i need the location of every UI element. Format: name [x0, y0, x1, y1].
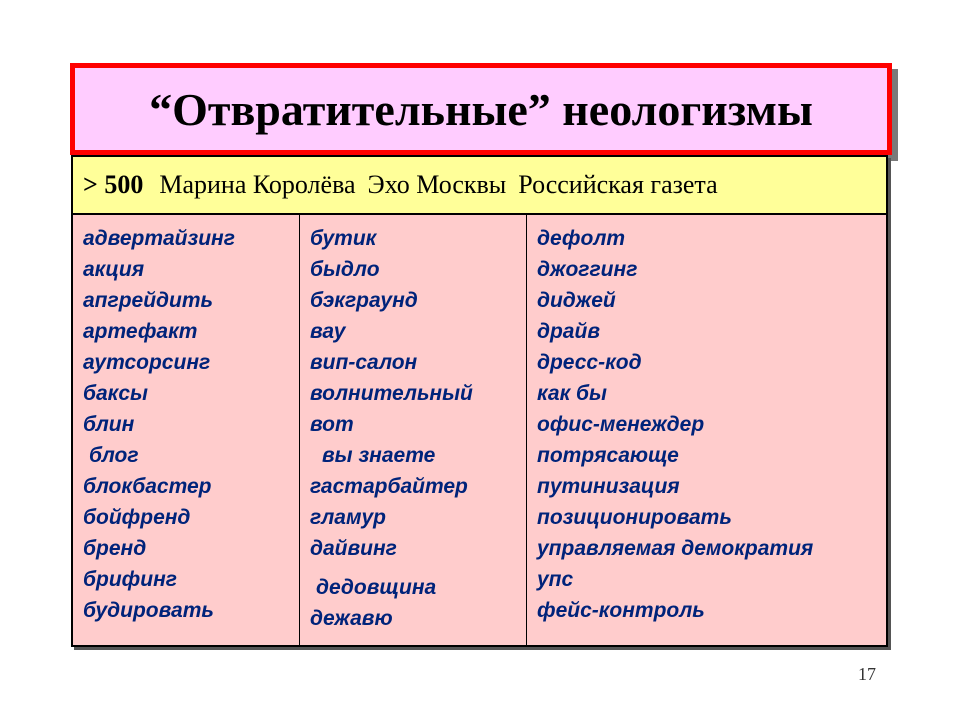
word-column-2 — [300, 215, 527, 645]
word-item: позиционировать — [537, 506, 732, 529]
word-item: упс — [537, 568, 574, 591]
word-item: блокбастер — [83, 475, 212, 498]
word-item: апгрейдить — [83, 289, 213, 312]
word-item: дресс-код — [537, 351, 642, 374]
word-item: офис-менеждер — [537, 413, 705, 436]
word-item: будировать — [83, 599, 214, 622]
word-item: диджей — [537, 289, 616, 312]
word-item: дефолт — [537, 227, 626, 250]
word-item: фейс-контроль — [537, 599, 705, 622]
word-item: дедовщина — [316, 576, 437, 599]
table-body-row — [73, 215, 886, 645]
word-item: бутик — [310, 227, 377, 250]
word-item: акция — [83, 258, 145, 281]
count-label: > 500 — [83, 170, 144, 199]
title-box — [70, 63, 892, 155]
source-newspaper: Российская газета — [518, 170, 718, 199]
word-item: бэкграунд — [310, 289, 418, 312]
word-item: джоггинг — [537, 258, 638, 281]
word-item: дайвинг — [310, 537, 397, 560]
word-item: аутсорсинг — [83, 351, 211, 374]
slide-title: “Отвратительные” неологизмы — [149, 83, 813, 135]
word-item: волнительный — [310, 382, 473, 405]
word-item: бойфренд — [83, 506, 191, 529]
word-item: артефакт — [83, 320, 198, 343]
word-item: драйв — [537, 320, 600, 343]
word-item: путинизация — [537, 475, 680, 498]
word-item: брифинг — [83, 568, 177, 591]
word-item: вау — [310, 320, 346, 343]
page-number: 17 — [858, 664, 876, 684]
source-name: Марина Королёва — [159, 170, 356, 199]
word-item: потрясающе — [537, 444, 679, 467]
word-item: вип-салон — [310, 351, 418, 374]
word-item: баксы — [83, 382, 148, 405]
words-table — [71, 155, 888, 647]
table-header-row — [73, 157, 886, 215]
word-item: гастарбайтер — [310, 475, 468, 498]
word-item: вот — [310, 413, 354, 436]
word-item: гламур — [310, 506, 386, 529]
word-item: быдло — [310, 258, 380, 281]
word-item: блог — [89, 444, 139, 467]
word-column-3 — [527, 215, 886, 645]
word-item: вы знаете — [322, 444, 436, 467]
word-item: блин — [83, 413, 135, 436]
source-radio: Эхо Москвы — [367, 170, 507, 199]
word-item: дежавю — [310, 607, 393, 630]
word-item: как бы — [537, 382, 607, 405]
word-item: управляемая демократия — [537, 537, 814, 560]
word-item: адвертайзинг — [83, 227, 235, 250]
word-item: бренд — [83, 537, 147, 560]
word-column-1 — [73, 215, 300, 645]
